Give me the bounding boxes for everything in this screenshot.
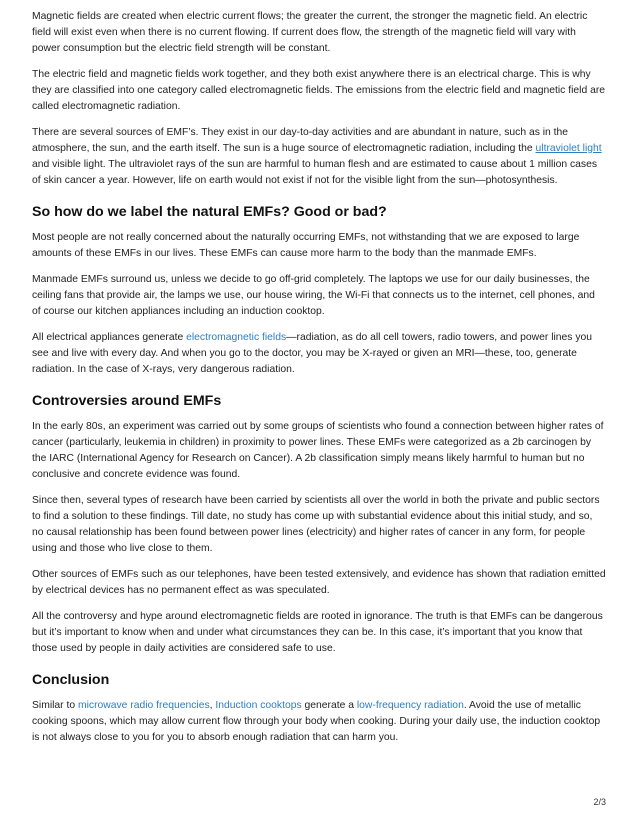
- paragraph-conclusion: [32, 698, 606, 746]
- paragraph-other-sources: Other sources of EMFs such as our telephones, have been tested extensively, and evidence has shown that radiation emitted by electrical devices has no permanent effect as was speculated.: [32, 569, 606, 596]
- text-segment: . Avoid the use of metallic cooking spoons, which may allow current flow through your body when cooking. During your daily use, the induction cooktop is not always close to you for you to absorb enough radiation that can harm you.: [32, 700, 601, 743]
- text-segment: generate a: [301, 700, 357, 711]
- paragraph-manmade-emfs: Manmade EMFs surround us, unless we decide to go off-grid completely. The laptops we use for our daily businesses, the ceiling fans that provide air, the lamps we use, our house wiring, the Wi-Fi that connects us to the internet, cell phones, and of course our kitchen appliances including an induction cooktop.: [32, 274, 595, 317]
- paragraph-natural-emfs: Most people are not really concerned about the naturally occurring EMFs, not withstanding that we are exposed to large amounts of these EMFs in our lives. These EMFs can cause more harm to the body than the manmade EMFs.: [32, 232, 580, 259]
- paragraph-research: Since then, several types of research have been carried by scientists all over the world in both the private and public sectors to find a solution to these findings. Till date, no study has come up with substantial evidence about this initial study, and so, no causal relationship has been found between power lines (electricity) and higher rates of cancer in any form, for people using and those who live close to them.: [32, 495, 600, 554]
- paragraph-appliances: [32, 330, 606, 378]
- paragraph-early-80s: In the early 80s, an experiment was carried out by some groups of scientists who found a connection between higher rates of cancer (particularly, leukemia in children) in proximity to power lines. These EMFs were categorized as a 2b carcinogen by the IARC (International Agency for Research on Cancer). A 2b classification simply means likely harmful to human but no conclusive and concrete evidence was found.: [32, 421, 604, 480]
- paragraph-em-radiation: The electric field and magnetic fields work together, and they both exist anywhere there is an electrical charge. This is why they are classified into one category called electromagnetic fields. The emissions from the electric field and magnetic field are called electromagnetic radiation.: [32, 69, 606, 112]
- text-segment: —radiation, as do all cell towers, radio towers, and power lines you see and live with every day. And when you go to the doctor, you may be X-rayed or given an MRI—these, too, generate radiation. In the case of X-rays, very dangerous radiation.: [32, 332, 593, 375]
- link-induction-cooktops[interactable]: Induction cooktops: [215, 700, 302, 711]
- paragraph-fields-intro: Magnetic fields are created when electric current flows; the greater the current, the stronger the magnetic field. An electric field will exist even when there is no current flowing. If current does flow, the strength of the magnetic field will vary with power consumption but the electric field strength will be constant.: [32, 11, 588, 54]
- link-ultraviolet-light[interactable]: ultraviolet light: [535, 143, 602, 154]
- heading-natural-emfs: So how do we label the natural EMFs? Good or bad?: [32, 204, 387, 220]
- link-low-frequency-radiation[interactable]: low-frequency radiation: [356, 700, 464, 711]
- paragraph-emf-sources: [32, 125, 606, 189]
- text-segment: There are several sources of EMF’s. They exist in our day-to-day activities and are abundant in nature, such as in the atmosphere, the sun, and the earth itself. The sun is a huge source of electromagnetic radiation, including the: [32, 127, 569, 154]
- link-microwave-radio-frequencies[interactable]: microwave radio frequencies: [77, 700, 210, 711]
- paragraph-controversy-hype: All the controversy and hype around electromagnetic fields are rooted in ignorance. The truth is that EMFs can be dangerous but it’s important to know when and under what circumstances they can be. In this case, it’s important that you know that those used by people in daily activities are considered safe to use.: [32, 611, 603, 654]
- link-electromagnetic-fields[interactable]: electromagnetic fields: [186, 332, 287, 343]
- heading-conclusion: Conclusion: [32, 672, 110, 688]
- text-segment: Similar to: [32, 700, 78, 711]
- heading-controversies: Controversies around EMFs: [32, 393, 222, 409]
- text-segment: All electrical appliances generate: [32, 332, 187, 343]
- page-number: 2/3: [593, 797, 606, 807]
- text-segment: and visible light. The ultraviolet rays of the sun are harmful to human flesh and are estimated to cause about 1 million cases of skin cancer a year. However, life on earth would not exist if not for the visible light from the sun—photosynthesis.: [32, 159, 598, 186]
- text-segment: ,: [209, 700, 216, 711]
